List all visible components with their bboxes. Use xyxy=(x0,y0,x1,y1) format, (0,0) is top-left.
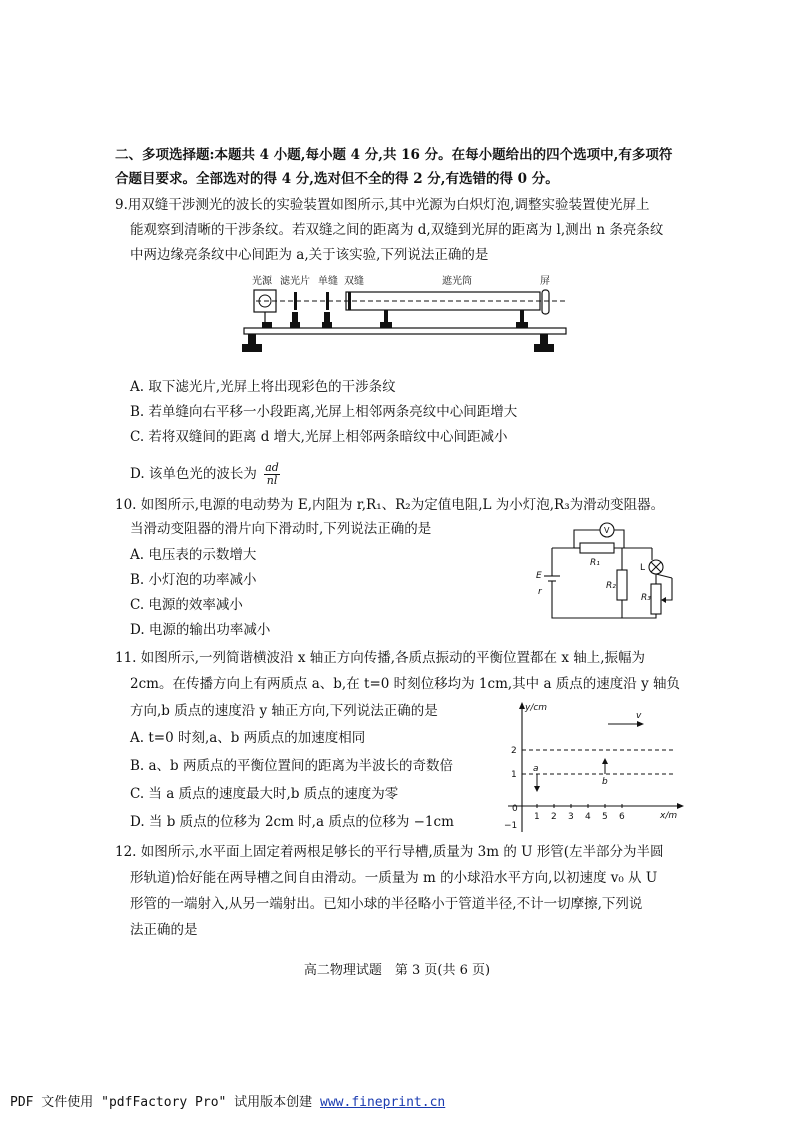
q11-option-b: B. a、b 两质点的平衡位置间的距离为半波长的奇数倍 xyxy=(130,758,453,774)
point-a-label: a xyxy=(533,764,539,774)
q10-option-c: C. 电源的效率减小 xyxy=(130,597,243,613)
q9-option-c: C. 若将双缝间的距离 d 增大,光屏上相邻两条暗纹中心间距减小 xyxy=(130,429,508,445)
q11-stem-line3: 方向,b 质点的速度沿 y 轴正方向,下列说法正确的是 xyxy=(130,703,438,719)
label-filter: 滤光片 xyxy=(280,276,310,287)
y-tick-1: 1 xyxy=(511,770,517,780)
x-tick-6: 6 xyxy=(619,812,625,822)
emf-label: E xyxy=(536,571,542,581)
pdf-creator-footer xyxy=(10,1094,445,1112)
y-tick-neg1: −1 xyxy=(504,821,518,831)
q11-stem-line2: 2cm。在传播方向上有两质点 a、b,在 t=0 时刻位移均为 1cm,其中 a 质点的速度沿 y 轴负 xyxy=(130,676,681,692)
label-single-slit: 单缝 xyxy=(318,276,338,287)
q9-fraction-numerator: ad xyxy=(265,461,279,474)
q9-option-b: B. 若单缝向右平移一小段距离,光屏上相邻两条亮纹中心间距增大 xyxy=(130,404,518,420)
q11-stem-line1: 11. 如图所示,一列简谐横波沿 x 轴正方向传播,各质点振动的平衡位置都在 x 轴上,振幅为 xyxy=(115,650,646,666)
pdf-footer-text: PDF 文件使用 "pdfFactory Pro" 试用版本创建 xyxy=(10,1095,321,1110)
x-tick-4: 4 xyxy=(585,812,591,822)
q9-option-a: A. 取下滤光片,光屏上将出现彩色的干涉条纹 xyxy=(130,379,396,395)
section-header-line2: 合题目要求。全部选对的得 4 分,选对但不全的得 2 分,有选错的得 0 分。 xyxy=(115,171,559,187)
q11-option-d: D. 当 b 质点的位移为 2cm 时,a 质点的位移为 −1cm xyxy=(130,814,454,830)
q9-stem-line3: 中两边缘亮条纹中心间距为 a,关于该实验,下列说法正确的是 xyxy=(130,247,489,263)
q12-stem-line1: 12. 如图所示,水平面上固定着两根足够长的平行导槽,质量为 3m 的 U 形管(左半部分为半圆 xyxy=(115,844,664,860)
fineprint-link[interactable]: www.fineprint.cn xyxy=(320,1095,446,1110)
x-tick-3: 3 xyxy=(568,812,574,822)
x-tick-2: 2 xyxy=(551,812,557,822)
page-footer: 高二物理试题 第 3 页(共 6 页) xyxy=(303,963,491,978)
r2-label: R₂ xyxy=(606,581,616,591)
y-tick-2: 2 xyxy=(511,746,517,756)
q10-stem-line1: 10. 如图所示,电源的电动势为 E,内阻为 r,R₁、R₂为定值电阻,L 为小灯泡,R₃为滑动变阻器。 xyxy=(115,497,665,513)
wave-graph xyxy=(488,700,688,840)
label-tube: 遮光筒 xyxy=(442,276,472,287)
point-b-label: b xyxy=(602,777,608,787)
q10-option-b: B. 小灯泡的功率减小 xyxy=(130,572,257,588)
velocity-label: v xyxy=(636,711,642,721)
label-light-source: 光源 xyxy=(252,276,272,287)
q10-option-d: D. 电源的输出功率减小 xyxy=(130,622,271,638)
y-axis-label: y/cm xyxy=(525,703,548,713)
q9-stem-line2: 能观察到清晰的干涉条纹。若双缝之间的距离为 d,双缝到光屏的距离为 l,测出 n 条亮条纹 xyxy=(130,222,664,238)
q9-fraction xyxy=(264,462,280,487)
circuit-diagram xyxy=(532,518,692,638)
q9-option-d xyxy=(130,462,280,487)
q12-stem-line3: 形管的一端射入,从另一端射出。已知小球的半径略小于管道半径,不计一切摩擦,下列说 xyxy=(130,896,643,912)
q12-stem-line4: 法正确的是 xyxy=(130,922,198,938)
y-tick-0: 0 xyxy=(512,804,518,814)
double-slit-apparatus-figure xyxy=(236,268,576,378)
q9-option-d-prefix: D. 该单色光的波长为 xyxy=(130,466,257,482)
x-tick-5: 5 xyxy=(602,812,608,822)
label-double-slit: 双缝 xyxy=(344,276,364,287)
q11-option-a: A. t=0 时刻,a、b 两质点的加速度相同 xyxy=(130,730,366,746)
q10-stem-line2: 当滑动变阻器的滑片向下滑动时,下列说法正确的是 xyxy=(130,521,432,537)
label-screen: 屏 xyxy=(540,276,550,287)
voltmeter-label: V xyxy=(604,526,610,535)
r1-label: R₁ xyxy=(590,558,600,568)
lamp-label: L xyxy=(640,563,646,573)
q10-option-a: A. 电压表的示数增大 xyxy=(130,547,257,563)
q12-stem-line2: 形轨道)恰好能在两导槽之间自由滑动。一质量为 m 的小球沿水平方向,以初速度 v₀ 从 U xyxy=(130,870,658,886)
q11-option-c: C. 当 a 质点的速度最大时,b 质点的速度为零 xyxy=(130,786,399,802)
q9-stem-line1: 9.用双缝干涉测光的波长的实验装置如图所示,其中光源为白炽灯泡,调整实验装置使光屏上 xyxy=(115,197,650,213)
internal-resistance-label: r xyxy=(538,587,542,597)
x-tick-1: 1 xyxy=(534,812,540,822)
section-header-line1: 二、多项选择题:本题共 4 小题,每小题 4 分,共 16 分。在每小题给出的四个选项中,有多项符 xyxy=(115,147,673,163)
r3-label: R₃ xyxy=(641,593,651,603)
q9-fraction-denominator: nl xyxy=(266,474,278,487)
x-axis-label: x/m xyxy=(660,811,678,821)
